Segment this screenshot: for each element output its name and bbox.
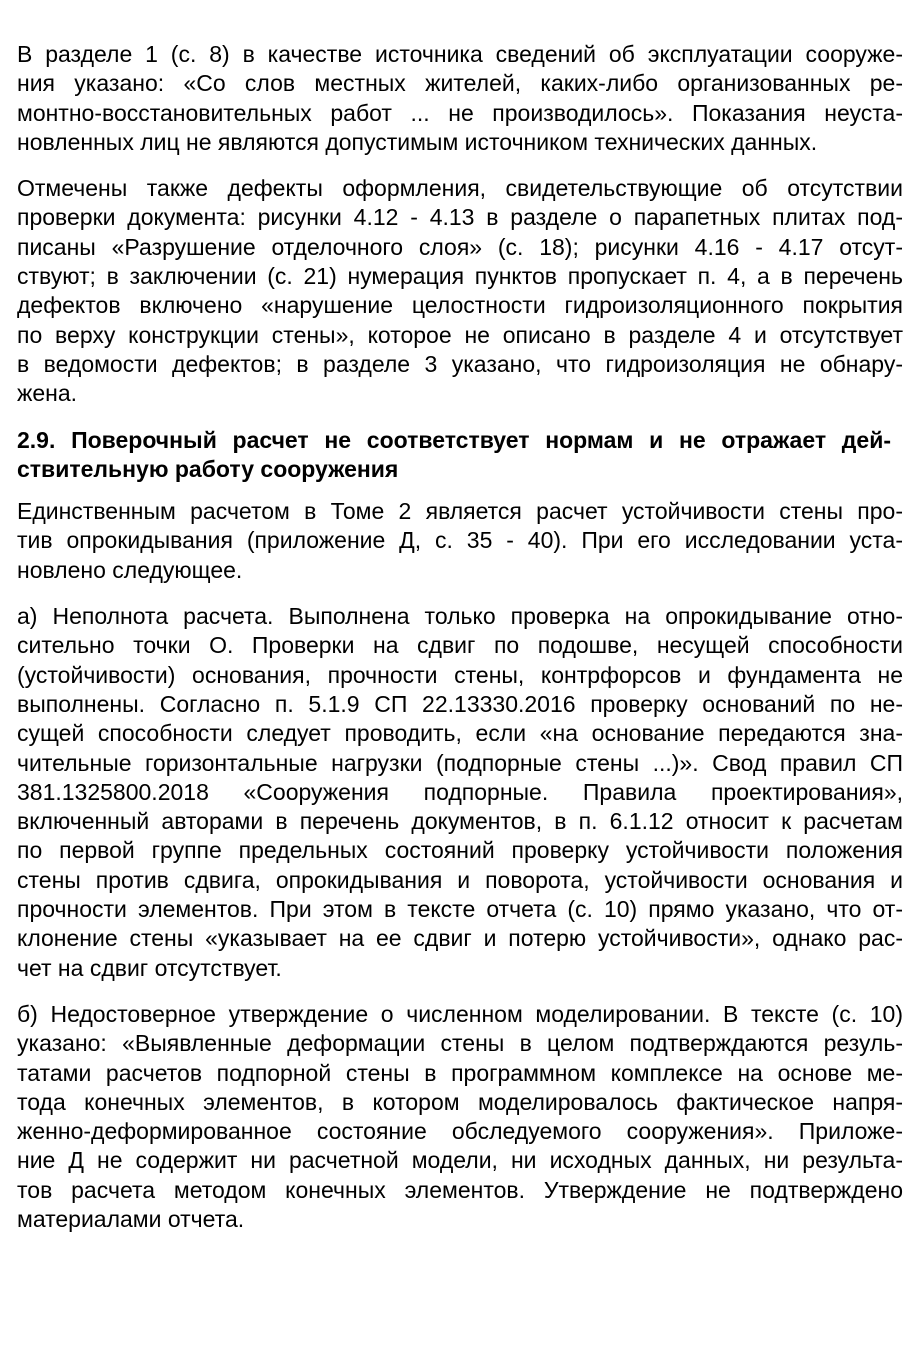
text-line: стены против сдвига, опрокидывания и поворота, устойчивости основания и: [17, 866, 903, 893]
text-line: указано: «Выявленные деформации стены в целом подтверждаются резуль-: [17, 1030, 903, 1057]
heading-line: ствительную работу сооружения: [17, 455, 399, 482]
text-line: б) Недостоверное утверждение о численном моделировании. В тексте (с. 10): [17, 1000, 903, 1027]
text-line: чительные горизонтальные нагрузки (подпорные стены ...)». Свод правил СП: [17, 749, 903, 776]
text-line: включенный авторами в перечень документов, в п. 6.1.12 относит к расчетам: [17, 808, 903, 835]
section-heading-2-9: [17, 426, 903, 485]
text-line: по первой группе предельных состояний проверку устойчивости положения: [17, 837, 903, 864]
heading-line: 2.9. Поверочный расчет не соответствует нормам и не отражает дей-: [17, 426, 891, 453]
text-line: проверки документа: рисунки 4.12 - 4.13 в разделе о парапетных плитах под-: [17, 204, 903, 231]
text-line: татами расчетов подпорной стены в программном комплексе на основе ме-: [17, 1059, 903, 1086]
text-line: тов расчета методом конечных элементов. Утверждение не подтверждено: [17, 1176, 903, 1203]
text-line: материалами отчета.: [17, 1205, 245, 1232]
paragraph-item-b-numerical-modeling: [17, 1000, 903, 1234]
text-line: Единственным расчетом в Томе 2 является расчет устойчивости стены про-: [17, 498, 903, 525]
text-line: новлено следующее.: [17, 556, 243, 583]
text-line: а) Неполнота расчета. Выполнена только проверка на опрокидывание отно-: [17, 603, 903, 630]
text-line: тода конечных элементов, в котором моделировалось фактическое напря-: [17, 1088, 903, 1115]
text-line: тив опрокидывания (приложение Д, с. 35 - 40). При его исследовании уста-: [17, 527, 903, 554]
paragraph-item-a-incompleteness: [17, 602, 903, 983]
text-line: Отмечены также дефекты оформления, свидетельствующие об отсутствии: [17, 175, 903, 202]
text-line: монтно-восстановительных работ ... не производилось». Показания неуста-: [17, 99, 903, 126]
text-line: чет на сдвиг отсутствует.: [17, 954, 282, 981]
paragraph-formatting-defects: [17, 174, 903, 408]
text-line: ние Д не содержит ни расчетной модели, ни исходных данных, ни результа-: [17, 1147, 903, 1174]
text-line: сительно точки О. Проверки на сдвиг по подошве, несущей способности: [17, 632, 903, 659]
text-line: прочности элементов. При этом в тексте отчета (с. 10) прямо указано, что от-: [17, 896, 903, 923]
paragraph-source-of-information: [17, 40, 903, 157]
text-line: ния указано: «Со слов местных жителей, каких-либо организованных ре-: [17, 70, 903, 97]
text-line: 381.1325800.2018 «Сооружения подпорные. Правила проектирования»,: [17, 778, 903, 805]
text-line: новленных лиц не являются допустимым источником технических данных.: [17, 128, 818, 155]
text-line: выполнены. Согласно п. 5.1.9 СП 22.13330.2016 проверку оснований по не-: [17, 690, 903, 717]
text-line: женно-деформированное состояние обследуемого сооружения». Приложе-: [17, 1118, 903, 1145]
text-line: писаны «Разрушение отделочного слоя» (с. 18); рисунки 4.16 - 4.17 отсут-: [17, 233, 903, 260]
text-line: ствуют; в заключении (с. 21) нумерация пунктов пропускает п. 4, а в перечень: [17, 263, 903, 290]
paragraph-only-calculation: [17, 497, 903, 585]
text-line: (устойчивости) основания, прочности стены, контрфорсов и фундамента не: [17, 661, 903, 688]
text-line: дефектов включено «нарушение целостности гидроизоляционного покрытия: [17, 292, 903, 319]
text-line: в ведомости дефектов; в разделе 3 указано, что гидроизоляция не обнару-: [17, 350, 903, 377]
document-body: [17, 40, 903, 1251]
text-line: жена.: [17, 380, 78, 407]
text-line: по верху конструкции стены», которое не описано в разделе 4 и отсутствует: [17, 321, 903, 348]
text-line: В разделе 1 (с. 8) в качестве источника сведений об эксплуатации сооруже-: [17, 41, 903, 67]
text-line: сущей способности следует проводить, если «на основание передаются зна-: [17, 720, 903, 747]
text-line: клонение стены «указывает на ее сдвиг и потерю устойчивости», однако рас-: [17, 925, 903, 952]
